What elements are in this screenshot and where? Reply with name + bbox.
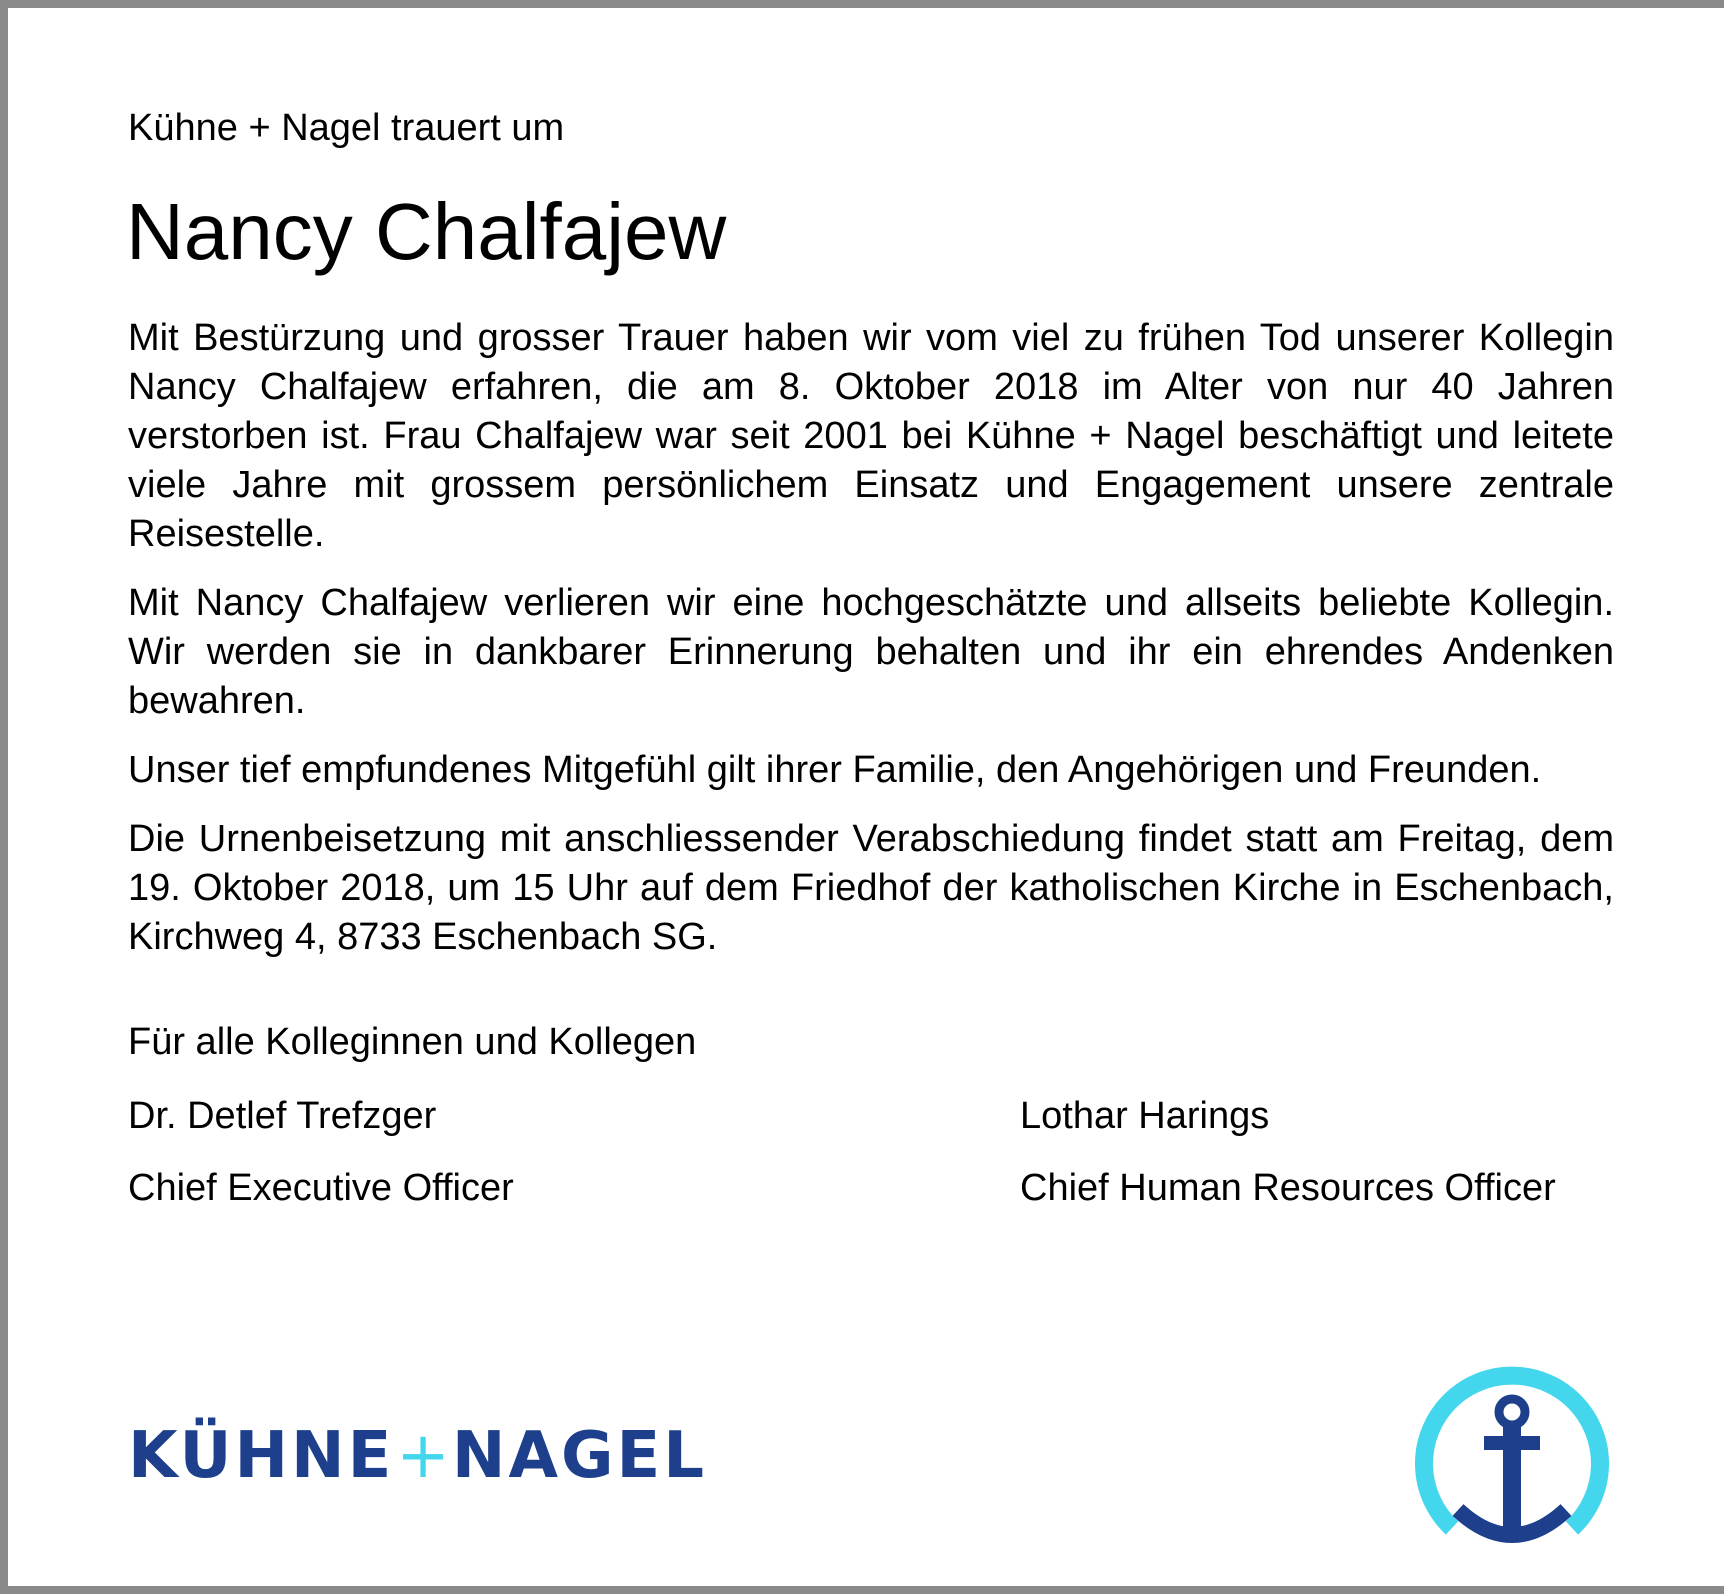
- wordmark-plus: +: [396, 1419, 450, 1493]
- closing-line: Für alle Kolleginnen und Kollegen: [128, 1021, 697, 1063]
- paragraph-1: Mit Bestürzung und grosser Trauer haben wir vom viel zu frühen Tod unserer Kollegin Nancy Chalfajew erfahren, die am 8. Oktober 2018 im Alter von nur 40 Jahren verstorben ist. Frau Chalfajew war seit 2001 bei Kühne + Nagel beschäftigt und leitete viele Jahre mit grossem persönlichem Einsatz und Engagement unsere zentrale Reisestelle.: [128, 317, 1614, 555]
- signatory-2-title: Chief Human Resources Officer: [1020, 1167, 1556, 1209]
- paragraph-4: Die Urnenbeisetzung mit anschliessender Verabschiedung findet statt am Freitag, dem 19. Oktober 2018, um 15 Uhr auf dem Friedhof der katholischen Kirche in Eschenbach, Kirchweg 4, 8733 Eschenbach SG.: [128, 818, 1614, 958]
- signatory-2-name: Lothar Harings: [1020, 1095, 1270, 1137]
- paragraph-3: Unser tief empfundenes Mitgefühl gilt ihrer Familie, den Angehörigen und Freunden.: [128, 749, 1542, 791]
- wordmark-part-1: KÜHNE: [128, 1419, 395, 1493]
- intro-line: Kühne + Nagel trauert um: [128, 107, 565, 149]
- anchor-icon: [1412, 1360, 1612, 1556]
- wordmark-part-2: NAGEL: [451, 1419, 708, 1493]
- notice-body: [128, 314, 1614, 982]
- signatory-1-title: Chief Executive Officer: [128, 1167, 514, 1209]
- paragraph-2: Mit Nancy Chalfajew verlieren wir eine hochgeschätzte und allseits beliebte Kollegin. Wir werden sie in dankbarer Erinnerung behalten und ihr ein ehrendes Andenken bewahren.: [128, 582, 1614, 722]
- deceased-name: Nancy Chalfajew: [126, 187, 727, 276]
- signatory-1-name: Dr. Detlef Trefzger: [128, 1095, 437, 1137]
- kuehne-nagel-wordmark: [128, 1416, 707, 1496]
